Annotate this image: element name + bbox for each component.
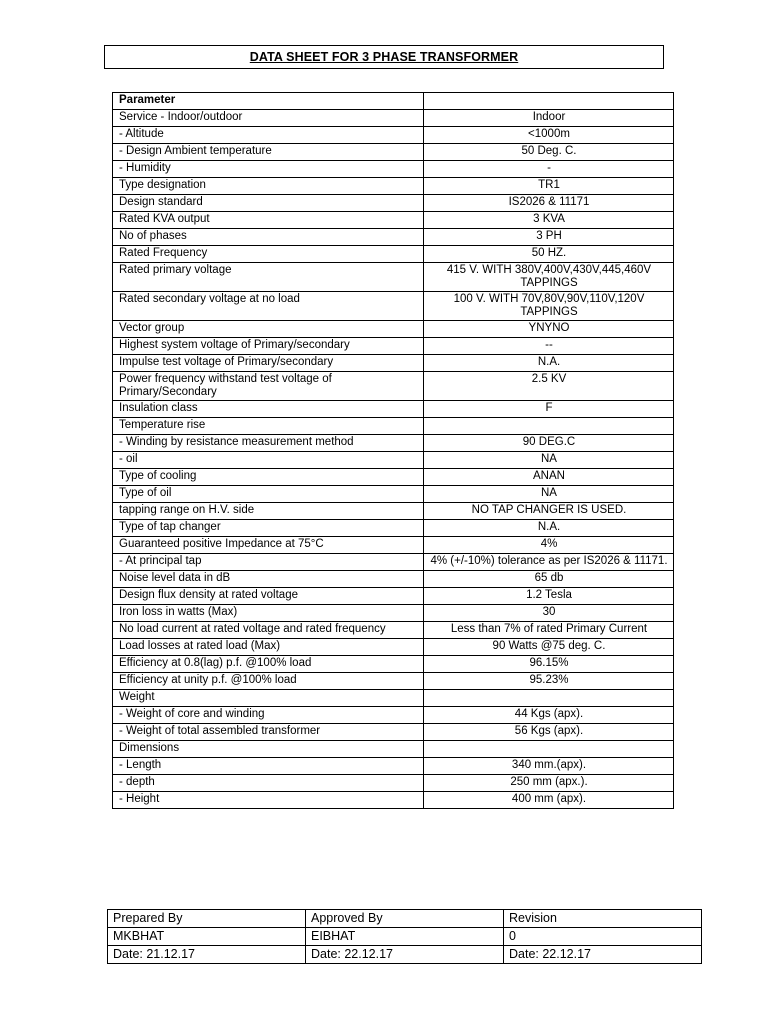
- table-row: [113, 212, 674, 229]
- table-row: [113, 605, 674, 622]
- parameter-cell: Service - Indoor/outdoor: [113, 110, 424, 127]
- parameter-cell: tapping range on H.V. side: [113, 503, 424, 520]
- table-row: [113, 418, 674, 435]
- value-cell: 56 Kgs (apx).: [424, 724, 674, 741]
- value-cell: TR1: [424, 178, 674, 195]
- parameter-cell: - depth: [113, 775, 424, 792]
- table-row: [113, 775, 674, 792]
- table-row: [113, 229, 674, 246]
- table-row: [113, 707, 674, 724]
- table-row: [113, 588, 674, 605]
- parameter-cell: Temperature rise: [113, 418, 424, 435]
- parameter-cell: - Length: [113, 758, 424, 775]
- parameter-cell: - Height: [113, 792, 424, 809]
- table-row: [113, 246, 674, 263]
- signoff-date-row: [108, 946, 702, 964]
- table-row: [113, 673, 674, 690]
- table-row: [113, 292, 674, 321]
- value-cell: NA: [424, 452, 674, 469]
- table-row: [113, 355, 674, 372]
- parameter-cell: Efficiency at 0.8(lag) p.f. @100% load: [113, 656, 424, 673]
- parameter-cell: Guaranteed positive Impedance at 75°C: [113, 537, 424, 554]
- value-cell: 1.2 Tesla: [424, 588, 674, 605]
- value-cell: N.A.: [424, 355, 674, 372]
- table-row: [113, 724, 674, 741]
- parameter-cell: Rated Frequency: [113, 246, 424, 263]
- parameter-cell: Efficiency at unity p.f. @100% load: [113, 673, 424, 690]
- parameter-cell: Vector group: [113, 321, 424, 338]
- parameter-cell: Rated KVA output: [113, 212, 424, 229]
- parameter-cell: No load current at rated voltage and rated frequency: [113, 622, 424, 639]
- value-cell: 44 Kgs (apx).: [424, 707, 674, 724]
- value-cell: Indoor: [424, 110, 674, 127]
- parameter-cell: Load losses at rated load (Max): [113, 639, 424, 656]
- parameter-cell: Highest system voltage of Primary/secondary: [113, 338, 424, 355]
- parameter-cell: - Altitude: [113, 127, 424, 144]
- approved-date: Date: 22.12.17: [306, 946, 504, 964]
- parameter-cell: Design standard: [113, 195, 424, 212]
- prepared-by-name: MKBHAT: [108, 928, 306, 946]
- value-cell: 100 V. WITH 70V,80V,90V,110V,120V TAPPINGS: [424, 292, 674, 321]
- value-cell: ANAN: [424, 469, 674, 486]
- parameter-cell: - Weight of core and winding: [113, 707, 424, 724]
- page-title: DATA SHEET FOR 3 PHASE TRANSFORMER: [249, 50, 519, 64]
- value-cell: 90 DEG.C: [424, 435, 674, 452]
- approved-by-label: Approved By: [306, 910, 504, 928]
- value-cell: -: [424, 161, 674, 178]
- value-cell: F: [424, 401, 674, 418]
- spec-header-parameter: Parameter: [113, 93, 424, 110]
- value-cell: 95.23%: [424, 673, 674, 690]
- table-row: [113, 554, 674, 571]
- parameter-cell: - oil: [113, 452, 424, 469]
- table-row: [113, 161, 674, 178]
- table-row: [113, 401, 674, 418]
- parameter-cell: Weight: [113, 690, 424, 707]
- table-row: [113, 741, 674, 758]
- table-row: [113, 622, 674, 639]
- title-box: [104, 45, 664, 69]
- value-cell: --: [424, 338, 674, 355]
- parameter-cell: - Design Ambient temperature: [113, 144, 424, 161]
- parameter-cell: Rated primary voltage: [113, 263, 424, 292]
- value-cell: 50 Deg. C.: [424, 144, 674, 161]
- table-row: [113, 486, 674, 503]
- value-cell: NO TAP CHANGER IS USED.: [424, 503, 674, 520]
- table-row: [113, 758, 674, 775]
- value-cell: 3 PH: [424, 229, 674, 246]
- value-cell: [424, 690, 674, 707]
- parameter-cell: Design flux density at rated voltage: [113, 588, 424, 605]
- revision-date: Date: 22.12.17: [504, 946, 702, 964]
- table-row: [113, 321, 674, 338]
- table-row: [113, 435, 674, 452]
- revision-label: Revision: [504, 910, 702, 928]
- table-row: [113, 144, 674, 161]
- prepared-date: Date: 21.12.17: [108, 946, 306, 964]
- value-cell: IS2026 & 11171: [424, 195, 674, 212]
- table-row: [113, 571, 674, 588]
- table-row: [113, 110, 674, 127]
- spec-header-row: [113, 93, 674, 110]
- value-cell: 96.15%: [424, 656, 674, 673]
- approved-by-name: EIBHAT: [306, 928, 504, 946]
- value-cell: [424, 741, 674, 758]
- table-row: [113, 452, 674, 469]
- signoff-name-row: [108, 928, 702, 946]
- parameter-cell: Type of tap changer: [113, 520, 424, 537]
- table-row: [113, 372, 674, 401]
- parameter-cell: Dimensions: [113, 741, 424, 758]
- value-cell: 50 HZ.: [424, 246, 674, 263]
- table-row: [113, 537, 674, 554]
- parameter-cell: Noise level data in dB: [113, 571, 424, 588]
- prepared-by-label: Prepared By: [108, 910, 306, 928]
- value-cell: Less than 7% of rated Primary Current: [424, 622, 674, 639]
- value-cell: 340 mm.(apx).: [424, 758, 674, 775]
- spec-table: [112, 92, 674, 809]
- parameter-cell: Type of oil: [113, 486, 424, 503]
- value-cell: NA: [424, 486, 674, 503]
- table-row: [113, 656, 674, 673]
- revision-number: 0: [504, 928, 702, 946]
- value-cell: 3 KVA: [424, 212, 674, 229]
- value-cell: 30: [424, 605, 674, 622]
- table-row: [113, 520, 674, 537]
- value-cell: 4% (+/-10%) tolerance as per IS2026 & 11171.: [424, 554, 674, 571]
- table-row: [113, 127, 674, 144]
- parameter-cell: No of phases: [113, 229, 424, 246]
- spec-header-value: [424, 93, 674, 110]
- parameter-cell: Type of cooling: [113, 469, 424, 486]
- value-cell: [424, 418, 674, 435]
- table-row: [113, 338, 674, 355]
- table-row: [113, 195, 674, 212]
- parameter-cell: Impulse test voltage of Primary/secondary: [113, 355, 424, 372]
- value-cell: 90 Watts @75 deg. C.: [424, 639, 674, 656]
- value-cell: YNYNO: [424, 321, 674, 338]
- parameter-cell: - Weight of total assembled transformer: [113, 724, 424, 741]
- parameter-cell: Iron loss in watts (Max): [113, 605, 424, 622]
- parameter-cell: - Humidity: [113, 161, 424, 178]
- table-row: [113, 639, 674, 656]
- value-cell: N.A.: [424, 520, 674, 537]
- value-cell: 65 db: [424, 571, 674, 588]
- value-cell: 250 mm (apx.).: [424, 775, 674, 792]
- table-row: [113, 178, 674, 195]
- parameter-cell: Type designation: [113, 178, 424, 195]
- parameter-cell: Rated secondary voltage at no load: [113, 292, 424, 321]
- table-row: [113, 792, 674, 809]
- value-cell: 2.5 KV: [424, 372, 674, 401]
- value-cell: 415 V. WITH 380V,400V,430V,445,460V TAPPINGS: [424, 263, 674, 292]
- table-row: [113, 690, 674, 707]
- parameter-cell: Power frequency withstand test voltage of Primary/Secondary: [113, 372, 424, 401]
- signoff-table: [107, 909, 702, 964]
- value-cell: 400 mm (apx).: [424, 792, 674, 809]
- table-row: [113, 469, 674, 486]
- parameter-cell: - At principal tap: [113, 554, 424, 571]
- parameter-cell: - Winding by resistance measurement method: [113, 435, 424, 452]
- signoff-header-row: [108, 910, 702, 928]
- value-cell: <1000m: [424, 127, 674, 144]
- table-row: [113, 263, 674, 292]
- table-row: [113, 503, 674, 520]
- value-cell: 4%: [424, 537, 674, 554]
- parameter-cell: Insulation class: [113, 401, 424, 418]
